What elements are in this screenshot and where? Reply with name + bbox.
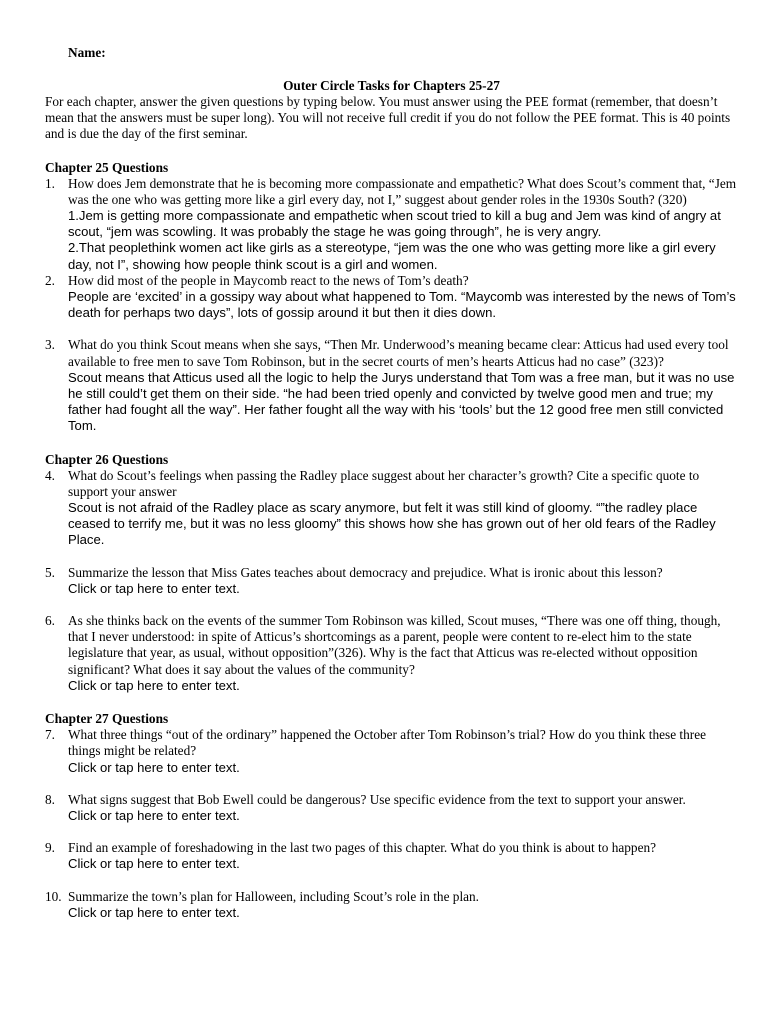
answer-2[interactable]: People are ‘excited’ in a gossipy way about what happened to Tom. “Maycomb was interested by the news of Tom’s death for perhaps two days”, lots of gossip around it but then it dies down.: [68, 289, 736, 321]
name-label: Name:: [68, 45, 106, 60]
question-text: Find an example of foreshadowing in the last two pages of this chapter. What do you think is about to happen?: [68, 840, 657, 856]
question-text: What do you think Scout means when she says, “Then Mr. Underwood’s meaning became clear: Atticus had used every tool available to free men to save Tom Robinson, but in the secret courts of men’s hearts Atticus had no case” (323)?: [68, 337, 729, 369]
answer-9-placeholder[interactable]: Click or tap here to enter text.: [68, 856, 240, 872]
question-10: [45, 889, 738, 905]
question-number: 2.: [45, 272, 55, 288]
question-number: 7.: [45, 727, 55, 743]
answer-3[interactable]: Scout means that Atticus used all the logic to help the Jurys understand that Tom was a free man, but it was no use he still could’t get them on their side. “he had been tried openly and convicted by twelve good men and true; my father had fought all the way”. Her father fought all the way with his ‘tools’ but the 12 good free men still convicted Tom.: [68, 369, 735, 434]
answer-5-placeholder[interactable]: Click or tap here to enter text.: [68, 580, 240, 596]
question-5: [45, 565, 738, 581]
question-number: 4.: [45, 467, 55, 483]
question-text: What do Scout’s feelings when passing the Radley place suggest about her character’s growth? Cite a specific quote to support your answer: [68, 467, 700, 499]
question-number: 1.: [45, 175, 55, 191]
answer-10-placeholder[interactable]: Click or tap here to enter text.: [68, 904, 240, 920]
spacer: [45, 824, 738, 840]
question-text: What signs suggest that Bob Ewell could be dangerous? Use specific evidence from the text to support your answer.: [68, 791, 686, 807]
question-number: 10.: [45, 888, 62, 904]
question-4: [45, 468, 738, 500]
document-title: Outer Circle Tasks for Chapters 25-27: [283, 78, 500, 93]
question-text: Summarize the lesson that Miss Gates teaches about democracy and prejudice. What is ironic about this lesson?: [68, 564, 663, 580]
question-number: 6.: [45, 613, 55, 629]
question-number: 5.: [45, 564, 55, 580]
question-number: 3.: [45, 337, 55, 353]
spacer: [45, 549, 738, 565]
chapter-26-heading: Chapter 26 Questions: [45, 451, 169, 467]
question-text: What three things “out of the ordinary” happened the October after Tom Robinson’s trial? How do you think these three things might be related?: [68, 727, 707, 759]
spacer: [45, 321, 738, 337]
spacer: [45, 873, 738, 889]
spacer: [45, 776, 738, 792]
question-7: [45, 727, 738, 759]
instructions: For each chapter, answer the given questions by typing below. You must answer using the PEE format (remember, that doesn’t mean that the answers must be super long). You will not receive full credit if you do not follow the PEE format. This is 40 points and is due the day of the first seminar.: [45, 94, 731, 142]
answer-6-placeholder[interactable]: Click or tap here to enter text.: [68, 677, 240, 693]
question-number: 9.: [45, 840, 55, 856]
chapter-27-heading: Chapter 27 Questions: [45, 711, 169, 727]
chapter-25-heading: Chapter 25 Questions: [45, 159, 169, 175]
question-number: 8.: [45, 791, 55, 807]
answer-8-placeholder[interactable]: Click or tap here to enter text.: [68, 807, 240, 823]
answer-7-placeholder[interactable]: Click or tap here to enter text.: [68, 759, 240, 775]
question-1: [45, 176, 738, 208]
question-text: How did most of the people in Maycomb react to the news of Tom’s death?: [68, 272, 469, 288]
answer-4[interactable]: Scout is not afraid of the Radley place as scary anymore, but felt it was still kind of gloomy. “”the radley place ceased to terrify me, but it was no less gloomy” this shows how she has grown out of her old fears of the Radley Place.: [68, 500, 716, 548]
question-text: As she thinks back on the events of the summer Tom Robinson was killed, Scout muses, “There was one off thing, though, that I never understood: in spite of Atticus’s shortcomings as a parent, people were content to re-elect him to the state legislature that year, as usual, without opposition”(326). Why is the fact that Atticus was re-elected without opposition significant? What does it say about the values of the community?: [68, 613, 721, 677]
answer-1-part-2[interactable]: 2.That peoplethink women act like girls as a stereotype, “jem was the one who was getting more like a girl every day, not I”, showing how people think scout is a girl and women.: [68, 240, 716, 272]
question-6: [45, 613, 738, 678]
question-3: [45, 337, 738, 369]
spacer: [45, 597, 738, 613]
question-text: How does Jem demonstrate that he is becoming more compassionate and empathetic? What does Scout’s comment that, “Jem was the one who was getting more like a girl every day, not I,” suggest about gender roles in the 1930s South? (320): [68, 175, 737, 207]
question-8: [45, 792, 738, 808]
question-text: Summarize the town’s plan for Halloween, including Scout’s role in the plan.: [68, 888, 480, 904]
answer-1-part-1[interactable]: 1.Jem is getting more compassionate and empathetic when scout tried to kill a bug and Jem was kind of angry at scout, “jem was scowling. It was probably the stage he was going through”, he is very angry.: [68, 208, 721, 240]
question-2: [45, 273, 738, 289]
question-9: [45, 840, 738, 856]
